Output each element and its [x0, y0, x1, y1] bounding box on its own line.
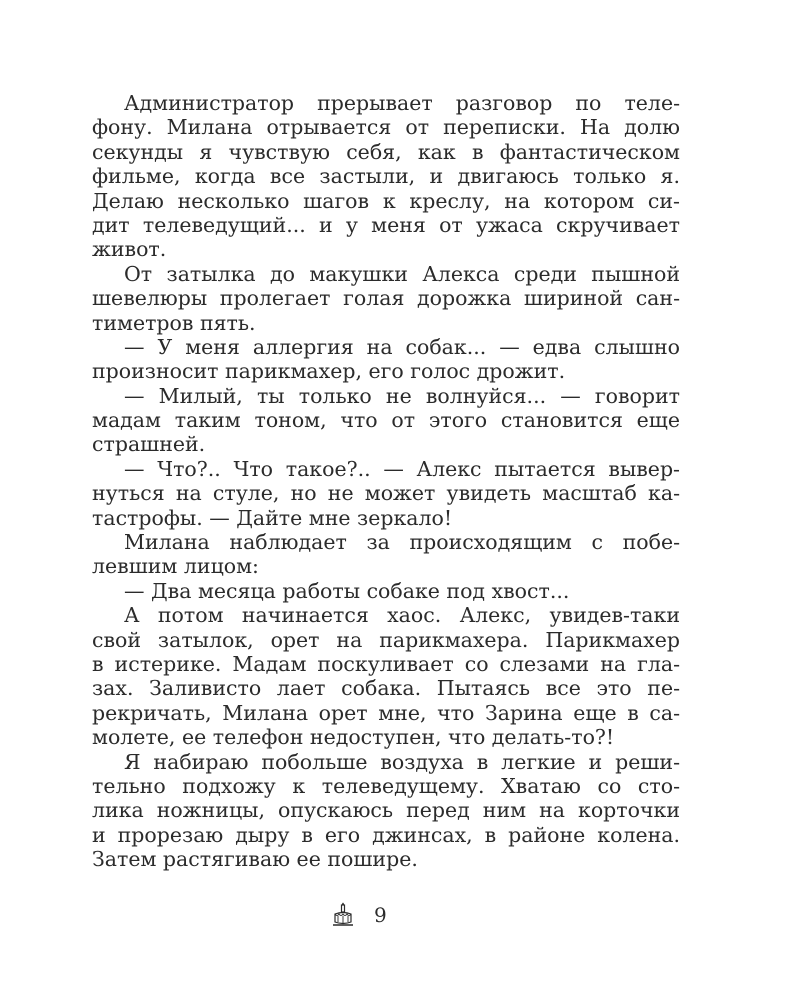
text-line: шевелюры пролегает голая дорожка шириной сан-	[92, 286, 680, 311]
text-line: — Что?.. Что такое?.. — Алекс пытается вывер-	[124, 456, 680, 481]
text-line: — У меня аллергия на собак... — едва слышно	[124, 334, 680, 359]
text-line: свой затылок, орет на парикмахера. Парикмахер	[92, 627, 680, 652]
text-line: левшим лицом:	[92, 554, 259, 579]
page-number: 9	[374, 903, 387, 927]
text-line: Милана наблюдает за происходящим с побе-	[124, 530, 680, 555]
text-line: мадам таким тоном, что от этого становится еще	[92, 408, 680, 433]
text-line: секунды я чувствую себя, как в фантастическом	[92, 139, 680, 164]
text-line: фону. Милана отрывается от переписки. На долю	[92, 115, 680, 140]
text-line: Я набираю побольше воздуха в легкие и реши-	[124, 749, 680, 774]
text-line: рекричать, Милана орет мне, что Зарина еще в са-	[92, 700, 680, 725]
text-line: тиметров пять.	[92, 310, 256, 335]
text-line: молете, ее телефон недоступен, что делать-то?!	[92, 725, 615, 750]
text-line: лика ножницы, опускаюсь перед ним на корточки	[92, 798, 680, 823]
text-line: в истерике. Мадам поскуливает со слезами на гла-	[92, 651, 680, 676]
text-line: Затем растягиваю ее пошире.	[92, 847, 418, 872]
text-line: От затылка до макушки Алекса среди пышной	[124, 261, 680, 286]
text-line: тельно подхожу к телеведущему. Хватаю со сто-	[92, 773, 680, 798]
text-line: Делаю несколько шагов к креслу, на котором си-	[92, 188, 680, 213]
text-line: Администратор прерывает разговор по теле-	[124, 91, 680, 115]
text-line: — Два месяца работы собаке под хвост...	[124, 578, 570, 603]
page-footer	[0, 902, 800, 932]
page-body-text	[92, 91, 680, 872]
text-line: тастрофы. — Дайте мне зеркало!	[92, 505, 453, 530]
cake-icon	[332, 902, 354, 928]
text-line: А потом начинается хаос. Алекс, увидев-таки	[124, 603, 680, 628]
text-line: дит телеведущий... и у меня от ужаса скручивает	[92, 212, 680, 237]
text-line: нуться на стуле, но не может увидеть масштаб ка-	[92, 481, 680, 506]
text-line: страшней.	[92, 432, 206, 457]
text-line: и прорезаю дыру в его джинсах, в районе колена.	[92, 822, 680, 847]
text-line: — Милый, ты только не волнуйся... — говорит	[124, 383, 680, 408]
text-line: фильме, когда все застыли, и двигаюсь только я.	[92, 164, 680, 189]
text-line: зах. Заливисто лает собака. Пытаясь все это пе-	[92, 676, 680, 701]
text-line: произносит парикмахер, его голос дрожит.	[92, 359, 566, 384]
text-line: живот.	[92, 237, 167, 262]
